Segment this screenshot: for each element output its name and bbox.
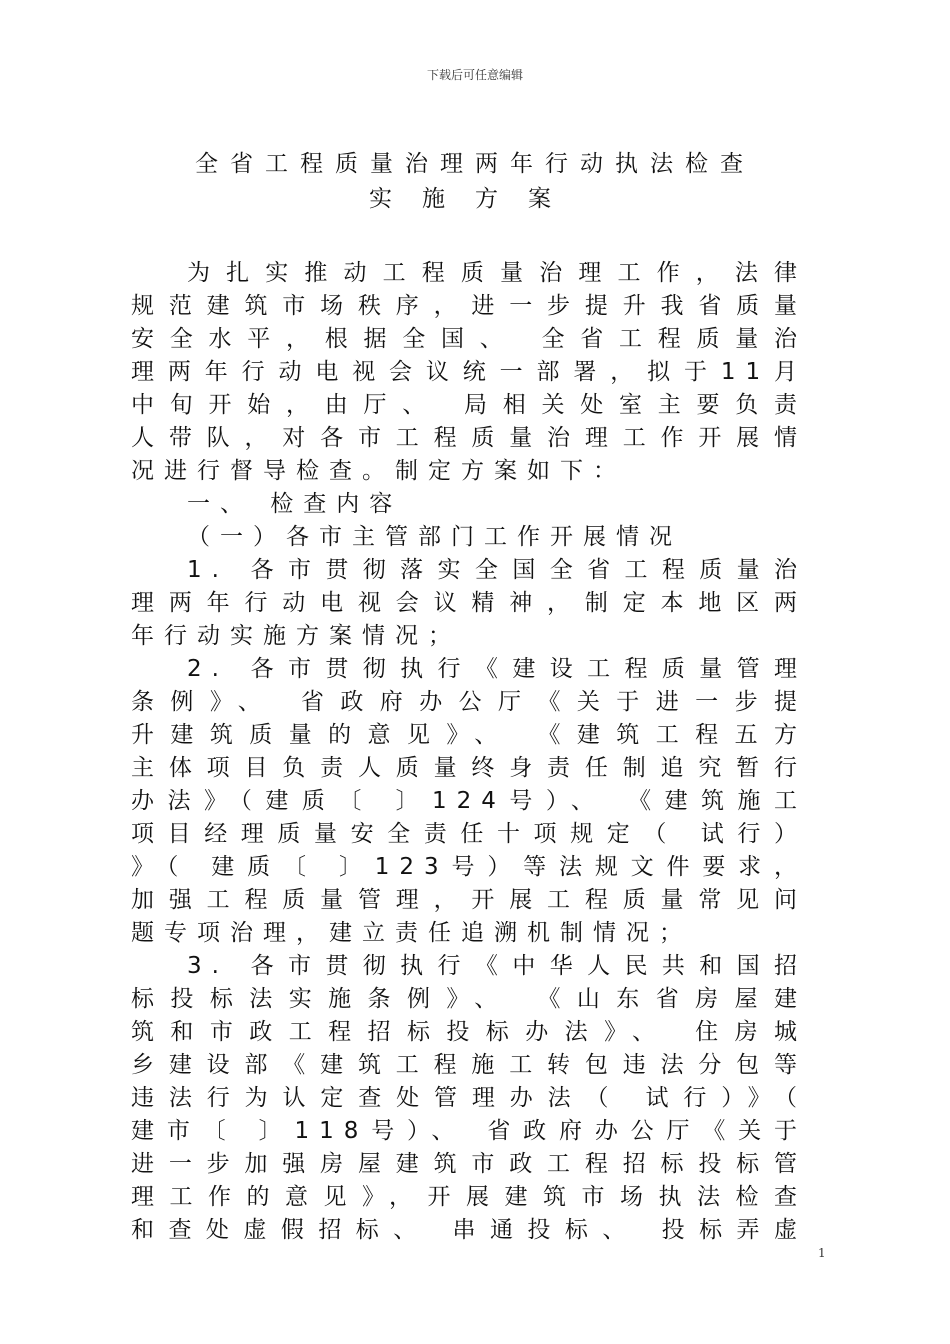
body-line: 加强工程质量管理，开展工程质量常见问 xyxy=(131,887,807,913)
body-line: 理两年行动电视会议精神，制定本地区两 xyxy=(131,590,807,616)
body-line: 2. 各市贯彻执行《建设工程质量管理 xyxy=(187,656,807,682)
document-title-line-2: 实施方案 xyxy=(369,186,581,212)
body-line: 理工作的意见》，开展建筑市场执法检查 xyxy=(131,1184,807,1210)
body-line: 年行动实施方案情况； xyxy=(131,623,461,649)
body-line: 中旬开始，由厅、 局相关处室主要负责 xyxy=(131,392,807,418)
body-line: 进一步加强房屋建筑市政工程招标投标管 xyxy=(131,1151,807,1177)
body-line: 建市〔 〕118号）、 省政府办公厅《关于 xyxy=(131,1118,807,1144)
page-header: 下载后可任意编辑 xyxy=(426,68,523,82)
body-line: 况进行督导检查。制定方案如下： xyxy=(131,458,626,484)
body-line: 条例》、 省政府办公厅《关于进一步提 xyxy=(131,689,807,715)
body-line: 主体项目负责人质量终身责任制追究暂行 xyxy=(131,755,807,781)
body-line: 和查处虚假招标、 串通投标、 投标弄虚 xyxy=(131,1217,807,1243)
body-line: 题专项治理，建立责任追溯机制情况； xyxy=(131,920,692,946)
body-line: 1. 各市贯彻落实全国全省工程质量治 xyxy=(187,557,807,583)
body-line: 人带队，对各市工程质量治理工作开展情 xyxy=(131,425,807,451)
body-line: 筑和市政工程招标投标办法》、 住房城 xyxy=(131,1019,807,1045)
body-line: 为扎实推动工程质量治理工作，法律 xyxy=(187,260,807,286)
body-line: 升建筑质量的意见》、 《建筑工程五方 xyxy=(131,722,807,748)
body-line: 项目经理质量安全责任十项规定（ 试行） xyxy=(131,821,807,847)
body-line: 办法》（建质〔 〕124号）、 《建筑施工 xyxy=(131,788,807,814)
document-body xyxy=(131,257,807,1247)
body-line: 违法行为认定查处管理办法（ 试行）》（ xyxy=(131,1085,807,1111)
body-line: 理两年行动电视会议统一部署，拟于11月 xyxy=(131,359,807,385)
section-heading: 一、 检查内容 xyxy=(187,491,403,517)
body-line: 3. 各市贯彻执行《中华人民共和国招 xyxy=(187,953,807,979)
body-line: 》（ 建质〔 〕123号）等法规文件要求， xyxy=(131,854,807,880)
document-title-line-1: 全省工程质量治理两年行动执法检查 xyxy=(195,151,755,177)
page-number: 1 xyxy=(818,1246,826,1260)
body-line: 规范建筑市场秩序，进一步提升我省质量 xyxy=(131,293,807,319)
body-line: 安全水平，根据全国、 全省工程质量治 xyxy=(131,326,807,352)
body-line: 标投标法实施条例》、 《山东省房屋建 xyxy=(131,986,807,1012)
subsection-heading: （一）各市主管部门工作开展情况 xyxy=(187,524,682,550)
body-line: 乡建设部《建筑工程施工转包违法分包等 xyxy=(131,1052,807,1078)
